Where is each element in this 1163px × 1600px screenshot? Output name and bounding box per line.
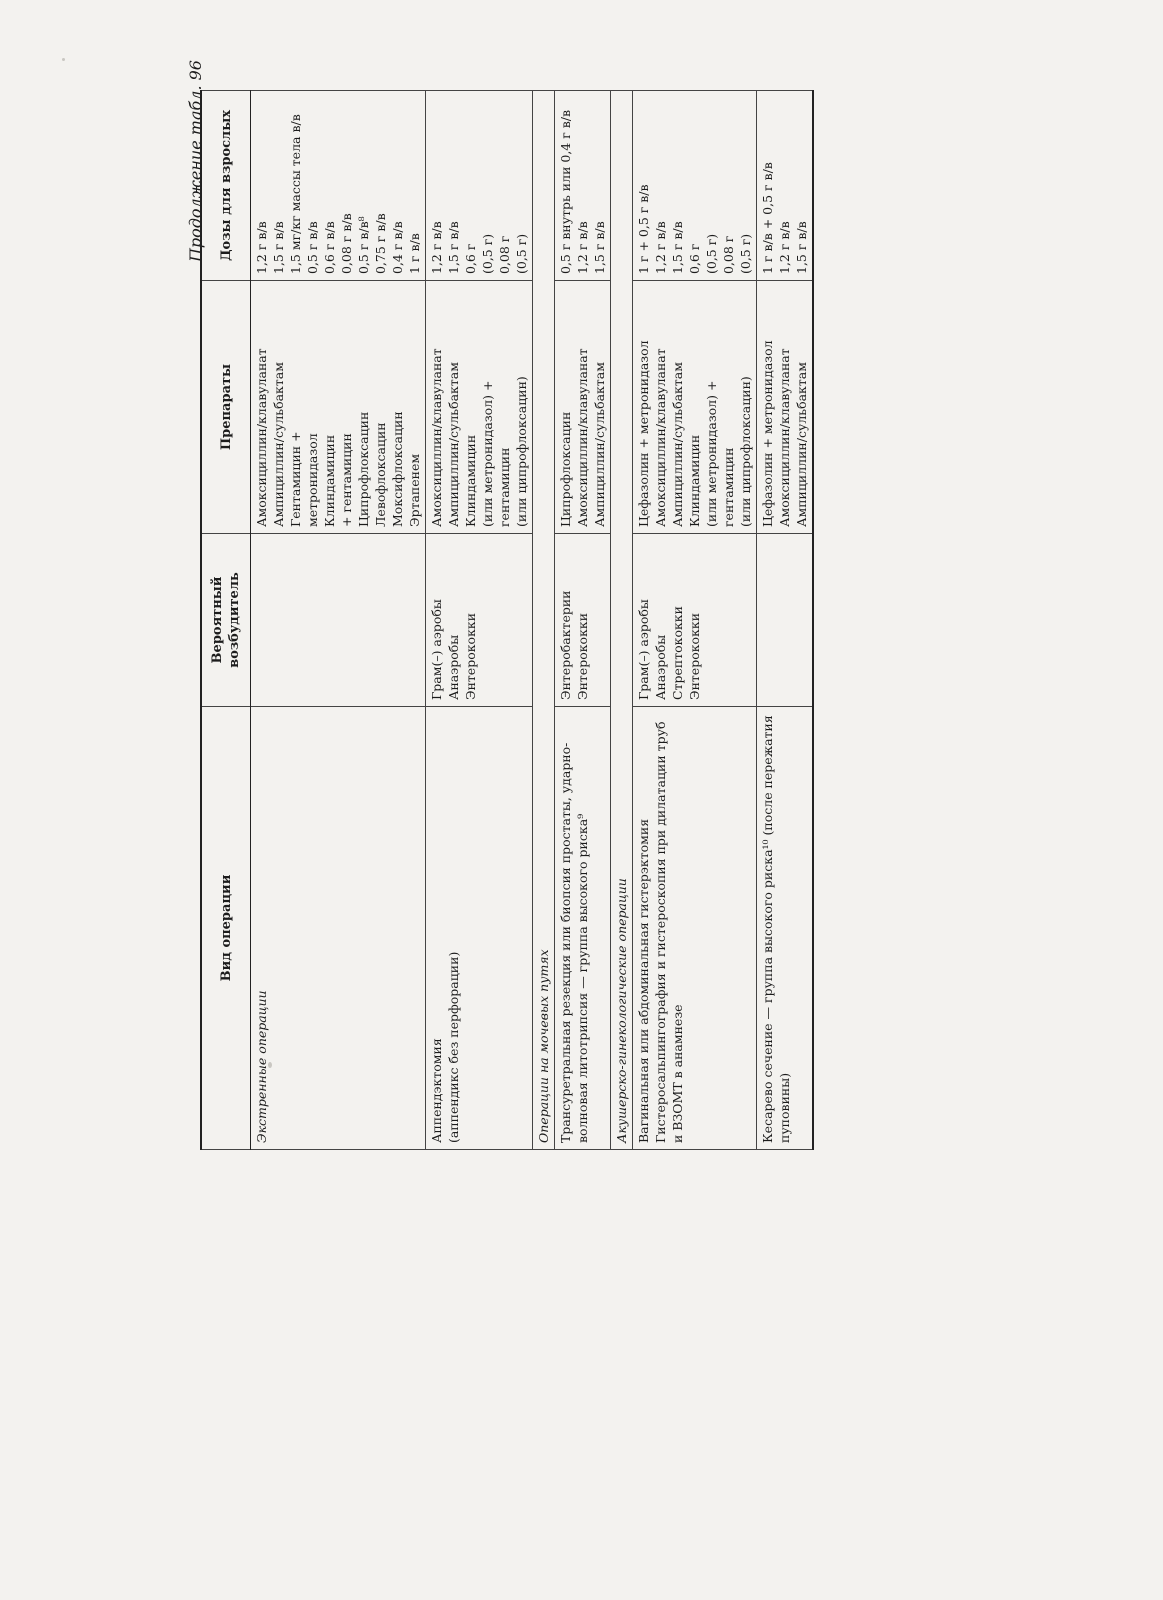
drug: Левофлоксацин <box>373 422 388 527</box>
pathogen: Грам(–) аэробы <box>636 599 651 700</box>
section-row <box>533 91 555 1150</box>
operation-name: Вагинальная или абдоминальная гистерэктомия Гистеросальпингография и гистероскопия при дилатации труб и ВЗОМТ в анамнезе <box>636 721 685 1143</box>
drug: Цефазолин + метронидазол <box>636 340 651 527</box>
drug-cell <box>426 281 533 534</box>
table-row <box>426 91 533 1150</box>
pathogen-cell <box>251 534 426 707</box>
pathogen: Энтерококки <box>575 612 590 700</box>
dose-cell <box>757 91 814 281</box>
pathogen: Стрептококки <box>670 606 685 700</box>
dose: 0,5 г в/в⁸ <box>356 216 371 274</box>
header-pathogen: Вероятный возбудитель <box>201 534 251 707</box>
header-operation: Вид операции <box>201 707 251 1150</box>
operation-cell <box>633 707 757 1150</box>
dose: 0,6 г <box>463 243 478 274</box>
drug: Моксифлоксацин <box>390 411 405 527</box>
operation-cell <box>757 707 814 1150</box>
table-row <box>633 91 757 1150</box>
drug: + гентамицин <box>339 433 354 527</box>
dose: 0,08 г <box>497 235 512 274</box>
continuation-caption: Продолжение табл. 96 <box>186 60 205 263</box>
drug: Ампициллин/сульбактам <box>592 362 607 527</box>
drug: Клиндамицин <box>687 434 702 527</box>
header-drugs: Препараты <box>201 281 251 534</box>
dose: 0,5 г внутрь или 0,4 г в/в <box>558 109 573 274</box>
dose: (0,5 г) <box>704 233 719 274</box>
dose: 1 г + 0,5 г в/в <box>636 184 651 274</box>
pathogen-cell <box>757 534 814 707</box>
pathogen-cell <box>633 534 757 707</box>
table-row <box>555 91 611 1150</box>
dose: 1,2 г в/в <box>777 221 792 274</box>
dose: (0,5 г) <box>514 233 529 274</box>
drug: Цефазолин + метронидазол <box>760 340 775 527</box>
drug-cell <box>757 281 814 534</box>
pathogen-cell <box>426 534 533 707</box>
table-row <box>251 91 426 1150</box>
section-row <box>611 91 633 1150</box>
drug: Ципрофлоксацин <box>356 411 371 527</box>
dose: 0,6 г <box>687 243 702 274</box>
pathogen: Грам(–) аэробы <box>429 599 444 700</box>
section-title: Акушерско-гинекологические операции <box>611 91 633 1150</box>
drug: (или метронидазол) + <box>480 380 495 527</box>
dose: (0,5 г) <box>738 233 753 274</box>
table-body <box>251 91 814 1150</box>
scan-speck <box>62 58 65 61</box>
drug: Ампициллин/сульбактам <box>271 362 286 527</box>
dose: 1,5 г в/в <box>670 221 685 274</box>
dose: 0,08 г <box>721 235 736 274</box>
drug: Амоксициллин/клавуланат <box>777 348 792 527</box>
drug: Амоксициллин/клавуланат <box>575 348 590 527</box>
section-title: Операции на мочевых путях <box>533 91 555 1150</box>
dose: 1,2 г в/в <box>429 221 444 274</box>
drug: Амоксициллин/клавуланат <box>429 348 444 527</box>
drug: Гентамицин + <box>288 431 303 527</box>
dose: 1,2 г в/в <box>254 221 269 274</box>
operation-name: Трансуретральная резекция или биопсия простаты, ударно-волновая литотрипсия — группа высокого риска⁹ <box>558 742 590 1143</box>
operation-name: Кесарево сечение — группа высокого риска¹⁰ (после пережатия пуповины) <box>760 715 792 1143</box>
drug: Ампициллин/сульбактам <box>794 362 809 527</box>
dose: 0,6 г в/в <box>322 221 337 274</box>
dose: 1 г в/в <box>407 233 422 274</box>
operation-name: Экстренные операции <box>254 990 269 1143</box>
dose: 1,5 г в/в <box>271 221 286 274</box>
dose: 0,75 г в/в <box>373 213 388 274</box>
drug: Клиндамицин <box>322 434 337 527</box>
dose: 1,5 г в/в <box>446 221 461 274</box>
pathogen-cell <box>555 534 611 707</box>
dose: 1,5 г в/в <box>794 221 809 274</box>
drug: Амоксициллин/клавуланат <box>653 348 668 527</box>
rotated-page <box>180 60 900 1150</box>
dose: 1,5 мг/кг массы тела в/в <box>288 114 303 274</box>
pathogen: Энтерококки <box>687 612 702 700</box>
drug: Ампициллин/сульбактам <box>446 362 461 527</box>
drug-cell <box>555 281 611 534</box>
pathogen: Анаэробы <box>653 634 668 700</box>
pathogen: Энтерококки <box>463 612 478 700</box>
table-header-row <box>201 91 251 1150</box>
operation-cell <box>555 707 611 1150</box>
drug: Ампициллин/сульбактам <box>670 362 685 527</box>
drug-cell <box>633 281 757 534</box>
antibiotic-prophylaxis-table <box>200 90 814 1150</box>
drug: Амоксициллин/клавуланат <box>254 348 269 527</box>
dose-cell <box>251 91 426 281</box>
dose: 1 г в/в + 0,5 г в/в <box>760 162 775 274</box>
drug: Эртапенем <box>407 453 422 527</box>
pathogen: Анаэробы <box>446 634 461 700</box>
dose: 0,4 г в/в <box>390 221 405 274</box>
dose: (0,5 г) <box>480 233 495 274</box>
drug: Ципрофлоксацин <box>558 411 573 527</box>
pathogen: Энтеробактерии <box>558 590 573 700</box>
dose: 1,5 г в/в <box>592 221 607 274</box>
dose-cell <box>426 91 533 281</box>
drug-cell <box>251 281 426 534</box>
drug: гентамицин <box>497 447 512 527</box>
dose-cell <box>555 91 611 281</box>
dose: 1,2 г в/в <box>653 221 668 274</box>
dose: 1,2 г в/в <box>575 221 590 274</box>
operation-cell <box>251 707 426 1150</box>
dose-cell <box>633 91 757 281</box>
operation-cell <box>426 707 533 1150</box>
operation-name: Аппендэктомия (аппендикс без перфорации) <box>429 951 461 1143</box>
header-doses: Дозы для взрослых <box>201 91 251 281</box>
drug: (или ципрофлоксацин) <box>738 376 753 527</box>
drug: (или ципрофлоксацин) <box>514 376 529 527</box>
drug: метронидазол <box>305 433 320 527</box>
drug: (или метронидазол) + <box>704 380 719 527</box>
table-row <box>757 91 814 1150</box>
dose: 0,08 г в/в <box>339 213 354 274</box>
dose: 0,5 г в/в <box>305 221 320 274</box>
drug: Клиндамицин <box>463 434 478 527</box>
drug: гентамицин <box>721 447 736 527</box>
